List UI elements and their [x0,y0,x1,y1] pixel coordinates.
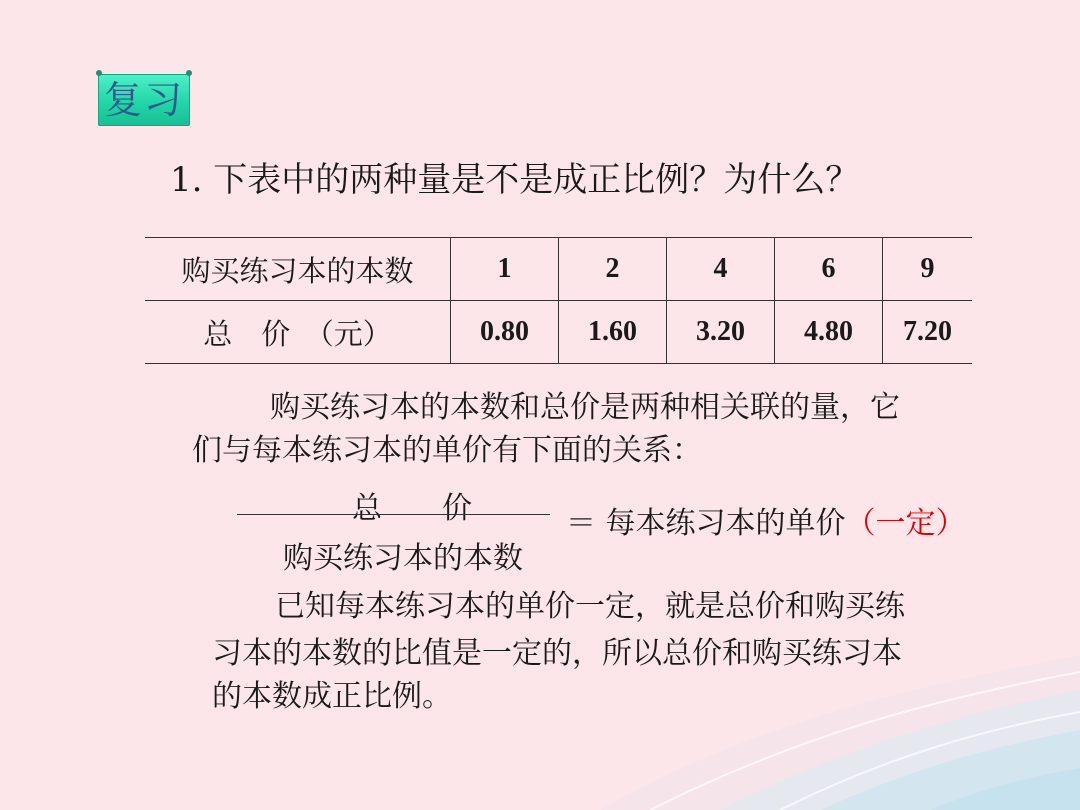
table-row [145,238,972,301]
data-table [145,237,972,364]
table-cell: 9 [883,238,973,301]
table-cell: 1.60 [559,301,667,364]
conclusion-line: 习本的本数的比值是一定的，所以总价和购买练习本 [212,636,902,671]
formula-result [566,498,966,542]
explanation-line: 们与每本练习本的单价有下面的关系： [192,433,702,468]
table-cell: 4 [667,238,775,301]
table-cell: 3.20 [667,301,775,364]
review-badge [98,74,190,126]
table-cell: 4.80 [775,301,883,364]
fraction-bar [237,514,550,515]
conclusion-line: 的本数成正比例。 [212,679,452,714]
conclusion-line: 已知每本练习本的单价一定，就是总价和购买练 [275,589,905,624]
review-badge-label: 复习 [103,78,184,122]
formula-note: （一定） [845,506,966,541]
formula-equals-text: ＝ 每本练习本的单价 [566,506,846,541]
table-row [145,301,972,364]
table-cell: 7.20 [883,301,973,364]
question-title: 1. 下表中的两种量是不是成正比例？为什么？ [170,160,860,200]
fraction-numerator: 总 价 [352,491,472,526]
row-label: 总 价 （元） [145,301,451,364]
table-cell: 1 [451,238,559,301]
table-cell: 2 [559,238,667,301]
table-cell: 6 [775,238,883,301]
table-cell: 0.80 [451,301,559,364]
row-label: 购买练习本的本数 [145,238,451,301]
explanation-line: 购买练习本的本数和总价是两种相关联的量，它 [270,390,900,425]
fraction-denominator: 购买练习本的本数 [283,541,523,576]
